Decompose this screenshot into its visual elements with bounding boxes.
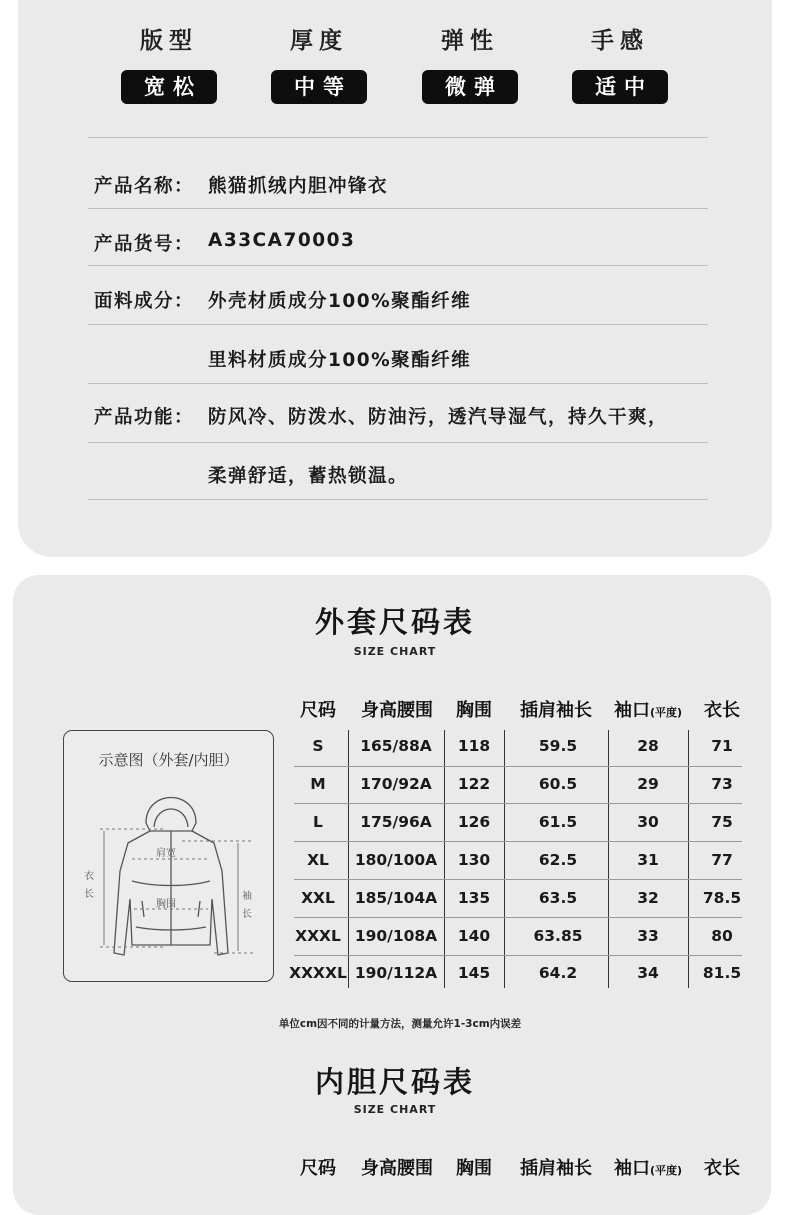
fabric-label: 面料成分： xyxy=(94,291,195,312)
cell-chest: 118 xyxy=(457,737,491,755)
cell-length: 77 xyxy=(711,851,733,869)
attr-label-fit: 版型 xyxy=(140,28,198,54)
cell-chest: 126 xyxy=(457,813,491,831)
cell-cuff: 29 xyxy=(637,775,659,793)
cell-chest: 122 xyxy=(457,775,491,793)
attr-value-thickness: 中等 xyxy=(271,70,367,104)
measurement-diagram xyxy=(63,730,274,982)
attr-value-fit: 宽松 xyxy=(121,70,217,104)
row-line xyxy=(294,879,742,880)
row-line xyxy=(294,917,742,918)
cell-sleeve: 62.5 xyxy=(538,851,578,869)
function-line-2: 柔弹舒适，蓄热锁温。 xyxy=(208,466,409,487)
attr-value-elasticity: 微弹 xyxy=(422,70,518,104)
cell-height-waist: 170/92A xyxy=(360,775,432,793)
inner-chart-subtitle: SIZE CHART xyxy=(353,1103,437,1116)
outer-chart-subtitle: SIZE CHART xyxy=(353,645,437,658)
divider xyxy=(88,324,708,325)
cell-size: S xyxy=(312,737,324,755)
cell-length: 81.5 xyxy=(702,964,742,982)
attr-label-thickness: 厚度 xyxy=(290,28,348,54)
col-line xyxy=(688,730,689,988)
cell-length: 75 xyxy=(711,813,733,831)
header-chest: 胸围 xyxy=(456,1158,492,1179)
header-cuff-label: 袖口 xyxy=(613,700,650,721)
cell-length: 80 xyxy=(711,927,733,945)
col-line xyxy=(504,730,505,988)
measurement-note: 单位cm因不同的计量方法，测量允许1-3cm内误差 xyxy=(278,1018,522,1030)
header-length: 衣长 xyxy=(704,1158,740,1179)
product-name-value: 熊猫抓绒内胆冲锋衣 xyxy=(208,176,389,197)
header-length: 衣长 xyxy=(704,700,740,721)
cell-sleeve: 64.2 xyxy=(538,964,578,982)
cell-length: 78.5 xyxy=(702,889,742,907)
diagram-label-sleeve-1: 袖 xyxy=(242,891,252,902)
cell-height-waist: 180/100A xyxy=(354,851,438,869)
cell-cuff: 32 xyxy=(637,889,659,907)
product-sku-label: 产品货号： xyxy=(94,234,195,255)
cell-cuff: 28 xyxy=(637,737,659,755)
header-cuff-label: 袖口 xyxy=(613,1158,650,1179)
divider xyxy=(88,137,708,138)
header-cuff-note: (平度) xyxy=(649,1164,683,1177)
cell-cuff: 34 xyxy=(637,964,659,982)
cell-sleeve: 60.5 xyxy=(538,775,578,793)
row-line xyxy=(294,841,742,842)
function-label: 产品功能： xyxy=(94,407,195,428)
cell-length: 73 xyxy=(711,775,733,793)
row-line xyxy=(294,803,742,804)
inner-chart-title: 内胆尺码表 xyxy=(314,1065,475,1099)
cell-cuff: 30 xyxy=(637,813,659,831)
function-line-1: 防风冷、防泼水、防油污，透汽导湿气，持久干爽， xyxy=(208,407,669,428)
cell-size: XL xyxy=(307,851,329,869)
outer-chart-title: 外套尺码表 xyxy=(314,605,475,639)
attr-label-feel: 手感 xyxy=(591,28,649,54)
header-cuff xyxy=(604,696,692,722)
cell-height-waist: 165/88A xyxy=(360,737,432,755)
divider xyxy=(88,208,708,209)
cell-sleeve: 59.5 xyxy=(538,737,578,755)
cell-size: L xyxy=(313,813,323,831)
cell-sleeve: 63.85 xyxy=(533,927,583,945)
header-chest: 胸围 xyxy=(456,700,492,721)
cell-height-waist: 190/112A xyxy=(354,964,438,982)
header-sleeve: 插肩袖长 xyxy=(520,1158,592,1179)
header-height-waist: 身高腰围 xyxy=(361,700,433,721)
attr-value-feel: 适中 xyxy=(572,70,668,104)
fabric-line-2: 里料材质成分100%聚酯纤维 xyxy=(208,350,472,371)
header-height-waist: 身高腰围 xyxy=(361,1158,433,1179)
header-size: 尺码 xyxy=(300,1158,336,1179)
cell-length: 71 xyxy=(711,737,733,755)
row-line xyxy=(294,766,742,767)
cell-chest: 140 xyxy=(457,927,491,945)
diagram-label-chest: 胸围 xyxy=(156,899,176,910)
cell-height-waist: 190/108A xyxy=(354,927,438,945)
product-name-label: 产品名称： xyxy=(94,176,195,197)
cell-size: XXL xyxy=(301,889,335,907)
diagram-label-shoulder: 肩宽 xyxy=(156,848,176,859)
cell-cuff: 33 xyxy=(637,927,659,945)
divider xyxy=(88,383,708,384)
product-sku-value: A33CA70003 xyxy=(208,230,356,251)
diagram-title: 示意图（外套/内胆） xyxy=(98,751,239,769)
header-sleeve: 插肩袖长 xyxy=(520,700,592,721)
fabric-line-1: 外壳材质成分100%聚酯纤维 xyxy=(208,291,472,312)
attr-label-elasticity: 弹性 xyxy=(441,28,499,54)
cell-height-waist: 185/104A xyxy=(354,889,438,907)
diagram-label-length-1: 衣 xyxy=(84,871,94,882)
divider xyxy=(88,265,708,266)
divider xyxy=(88,442,708,443)
cell-height-waist: 175/96A xyxy=(360,813,432,831)
divider xyxy=(88,499,708,500)
cell-sleeve: 61.5 xyxy=(538,813,578,831)
row-line xyxy=(294,955,742,956)
cell-chest: 130 xyxy=(457,851,491,869)
cell-chest: 135 xyxy=(457,889,491,907)
cell-sleeve: 63.5 xyxy=(538,889,578,907)
diagram-label-length-2: 长 xyxy=(84,889,94,900)
cell-cuff: 31 xyxy=(637,851,659,869)
cell-size: XXXL xyxy=(295,927,341,945)
header-size: 尺码 xyxy=(300,700,336,721)
header-cuff-note: (平度) xyxy=(649,706,683,719)
cell-chest: 145 xyxy=(457,964,491,982)
header-cuff xyxy=(604,1154,692,1180)
cell-size: M xyxy=(310,775,326,793)
diagram-label-sleeve-2: 长 xyxy=(242,909,252,920)
cell-size: XXXXL xyxy=(289,964,347,982)
